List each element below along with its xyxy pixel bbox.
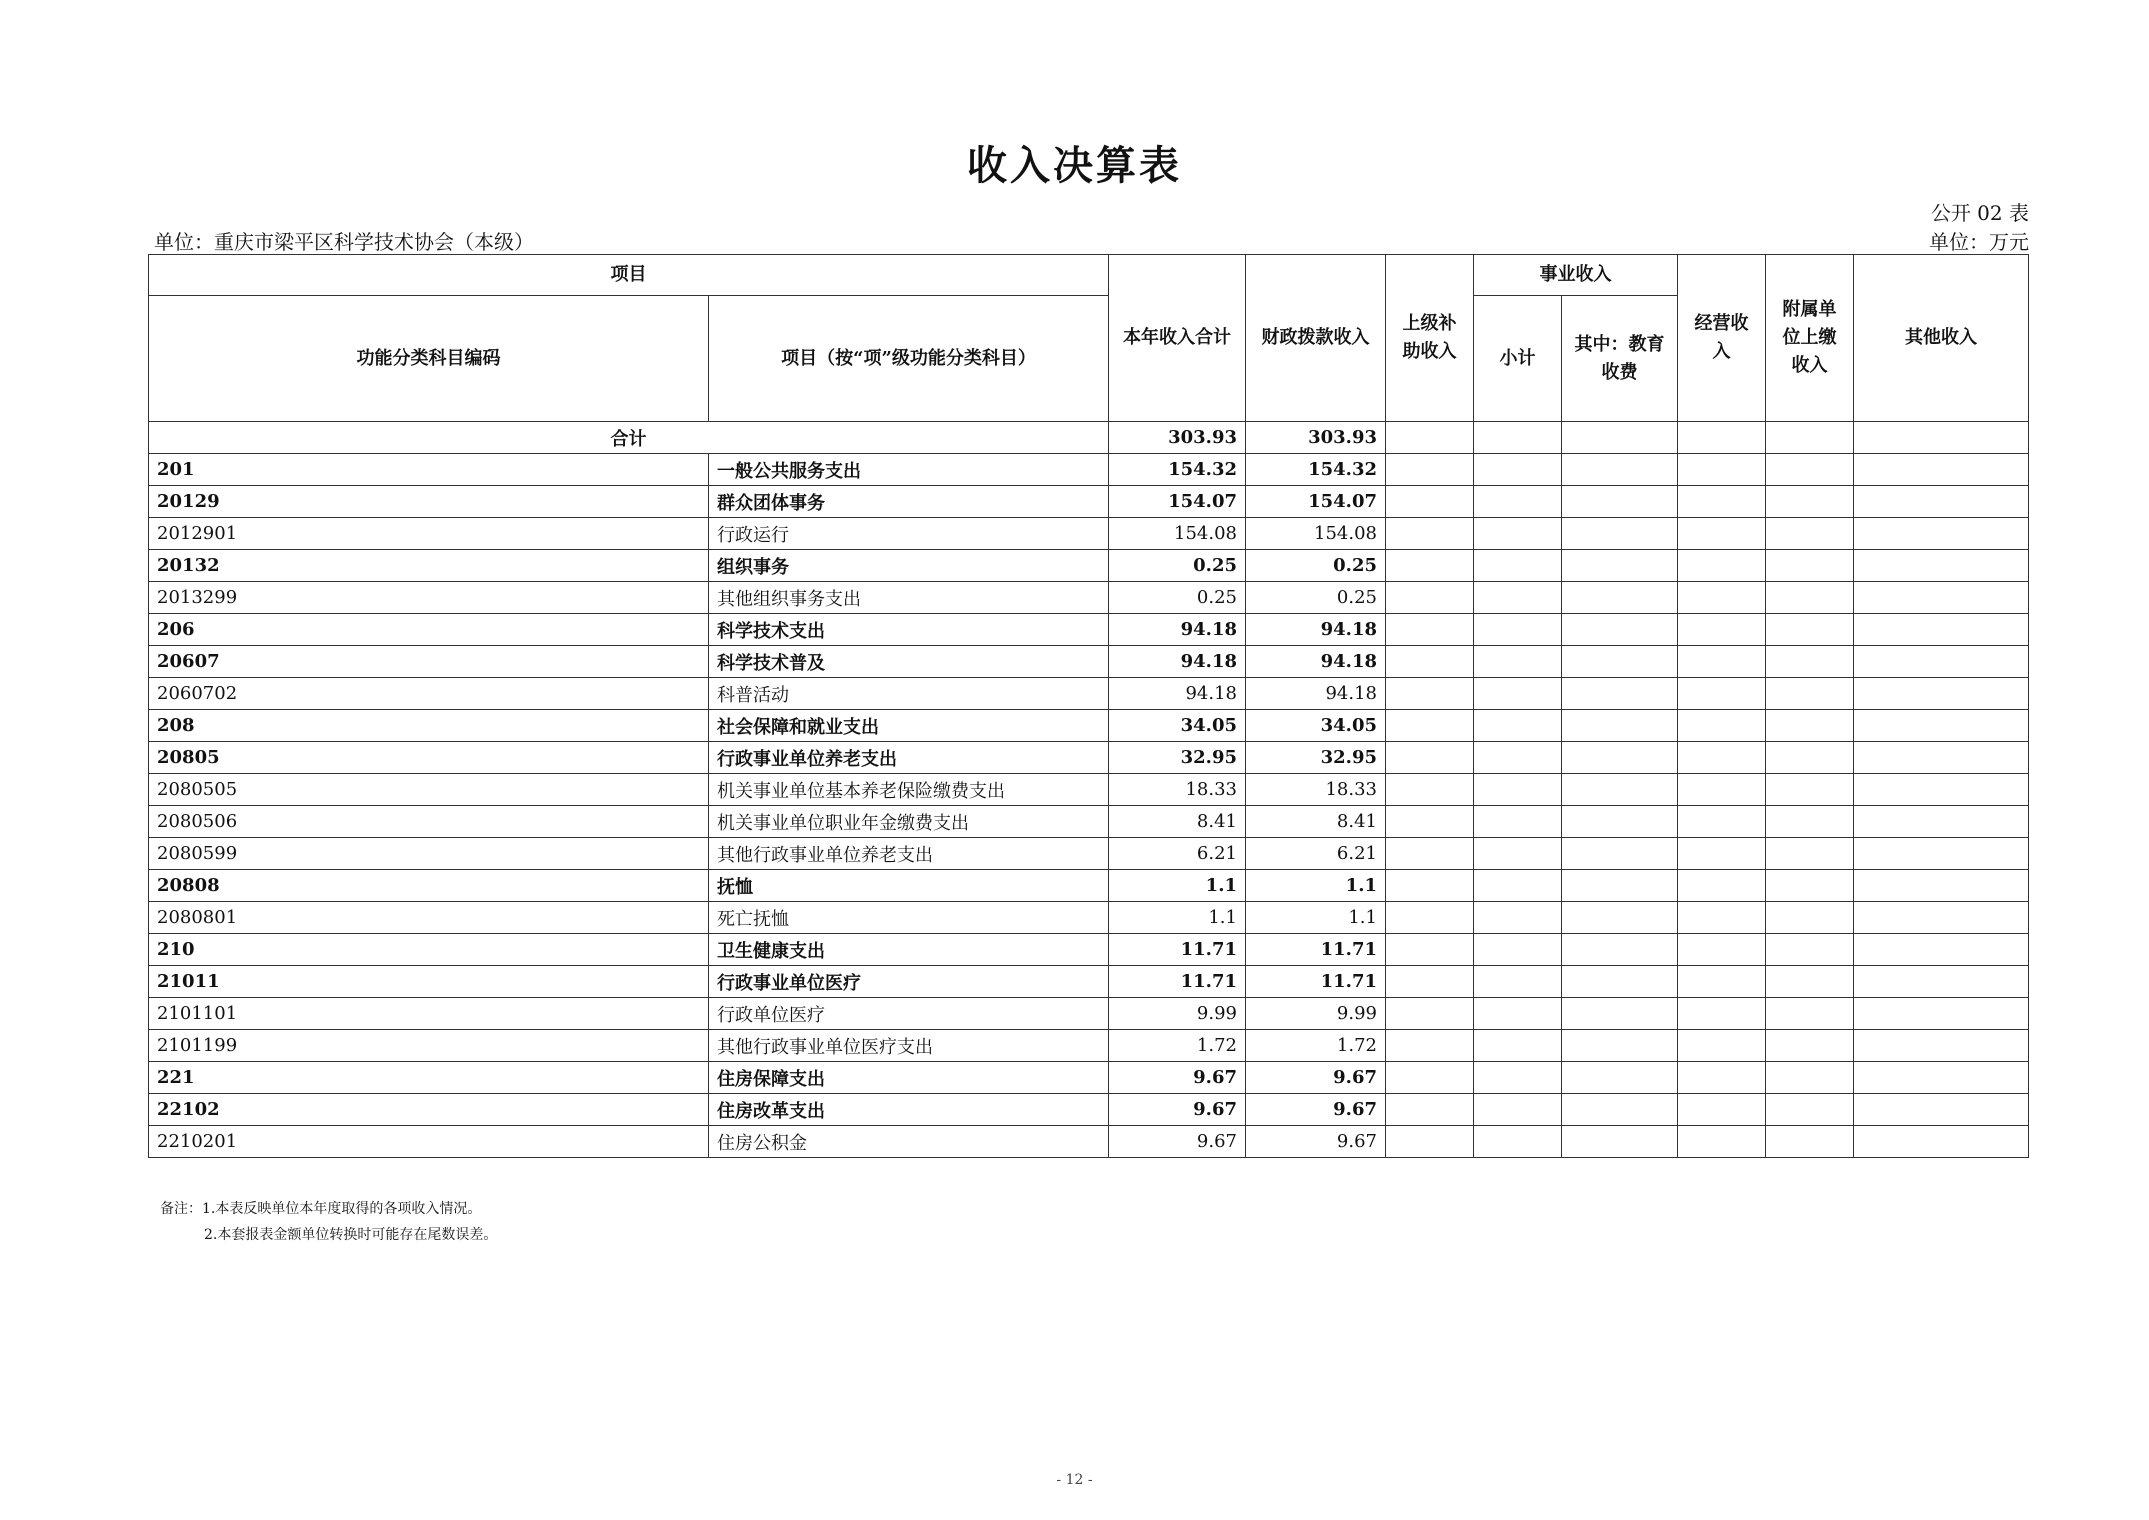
empty-cell <box>1766 742 1854 774</box>
row-code: 2080506 <box>149 806 709 838</box>
empty-cell <box>1854 582 2029 614</box>
empty-cell <box>1766 550 1854 582</box>
row-fiscal-income: 0.25 <box>1246 582 1386 614</box>
empty-cell <box>1386 614 1474 646</box>
empty-cell <box>1854 518 2029 550</box>
row-item-name: 科普活动 <box>709 678 1109 710</box>
empty-cell <box>1386 1030 1474 1062</box>
header-fiscal-income: 财政拨款收入 <box>1246 255 1386 422</box>
empty-cell <box>1854 646 2029 678</box>
note-2: 2.本套报表金额单位转换时可能存在尾数误差。 <box>204 1227 498 1243</box>
table-row <box>149 806 2029 838</box>
empty-cell <box>1474 902 1562 934</box>
empty-cell <box>1562 518 1678 550</box>
empty-cell <box>1678 422 1766 454</box>
empty-cell <box>1562 838 1678 870</box>
empty-cell <box>1474 742 1562 774</box>
row-code: 2080505 <box>149 774 709 806</box>
empty-cell <box>1766 518 1854 550</box>
table-row <box>149 1094 2029 1126</box>
empty-cell <box>1562 582 1678 614</box>
row-code: 20132 <box>149 550 709 582</box>
empty-cell <box>1386 710 1474 742</box>
empty-cell <box>1854 998 2029 1030</box>
row-item-name: 行政事业单位医疗 <box>709 966 1109 998</box>
empty-cell <box>1386 934 1474 966</box>
empty-cell <box>1766 934 1854 966</box>
row-item-name: 群众团体事务 <box>709 486 1109 518</box>
row-fiscal-income: 9.67 <box>1246 1094 1386 1126</box>
empty-cell <box>1474 1030 1562 1062</box>
table-row <box>149 486 2029 518</box>
empty-cell <box>1854 870 2029 902</box>
empty-cell <box>1562 902 1678 934</box>
row-item-name: 其他行政事业单位医疗支出 <box>709 1030 1109 1062</box>
empty-cell <box>1562 934 1678 966</box>
empty-cell <box>1474 678 1562 710</box>
row-fiscal-income: 18.33 <box>1246 774 1386 806</box>
row-item-name: 组织事务 <box>709 550 1109 582</box>
empty-cell <box>1854 934 2029 966</box>
empty-cell <box>1474 582 1562 614</box>
row-item-name: 卫生健康支出 <box>709 934 1109 966</box>
empty-cell <box>1766 1094 1854 1126</box>
income-table <box>148 254 2029 1158</box>
page-number: - 12 - <box>1056 1472 1093 1488</box>
table-row <box>149 742 2029 774</box>
row-fiscal-income: 34.05 <box>1246 710 1386 742</box>
row-code: 208 <box>149 710 709 742</box>
row-fiscal-income: 1.72 <box>1246 1030 1386 1062</box>
row-total-income: 154.08 <box>1109 518 1246 550</box>
reporting-unit: 单位：重庆市梁平区科学技术协会（本级） <box>154 230 534 254</box>
empty-cell <box>1386 582 1474 614</box>
empty-cell <box>1766 774 1854 806</box>
empty-cell <box>1386 998 1474 1030</box>
empty-cell <box>1766 710 1854 742</box>
empty-cell <box>1386 870 1474 902</box>
row-code: 20808 <box>149 870 709 902</box>
row-fiscal-income: 1.1 <box>1246 902 1386 934</box>
empty-cell <box>1766 838 1854 870</box>
empty-cell <box>1678 838 1766 870</box>
table-row <box>149 518 2029 550</box>
empty-cell <box>1386 1094 1474 1126</box>
header-superior-subsidy: 上级补助收入 <box>1386 255 1474 422</box>
table-row <box>149 838 2029 870</box>
empty-cell <box>1562 742 1678 774</box>
empty-cell <box>1678 646 1766 678</box>
row-total-income: 94.18 <box>1109 678 1246 710</box>
empty-cell <box>1386 550 1474 582</box>
empty-cell <box>1854 710 2029 742</box>
row-item-name: 行政事业单位养老支出 <box>709 742 1109 774</box>
empty-cell <box>1386 902 1474 934</box>
empty-cell <box>1678 1062 1766 1094</box>
row-item-name: 一般公共服务支出 <box>709 454 1109 486</box>
table-row <box>149 1030 2029 1062</box>
empty-cell <box>1474 1126 1562 1158</box>
empty-cell <box>1474 806 1562 838</box>
row-total-income: 9.67 <box>1109 1126 1246 1158</box>
empty-cell <box>1562 998 1678 1030</box>
row-total-income: 11.71 <box>1109 934 1246 966</box>
empty-cell <box>1854 774 2029 806</box>
table-row <box>149 1062 2029 1094</box>
row-fiscal-income: 1.1 <box>1246 870 1386 902</box>
row-total-income: 1.1 <box>1109 902 1246 934</box>
empty-cell <box>1562 454 1678 486</box>
empty-cell <box>1562 1062 1678 1094</box>
row-fiscal-income: 11.71 <box>1246 966 1386 998</box>
empty-cell <box>1678 454 1766 486</box>
empty-cell <box>1678 774 1766 806</box>
empty-cell <box>1854 902 2029 934</box>
empty-cell <box>1854 678 2029 710</box>
empty-cell <box>1854 742 2029 774</box>
empty-cell <box>1562 1126 1678 1158</box>
row-item-name: 住房保障支出 <box>709 1062 1109 1094</box>
empty-cell <box>1854 486 2029 518</box>
empty-cell <box>1474 998 1562 1030</box>
currency-unit: 单位：万元 <box>1929 230 2029 254</box>
total-row <box>149 422 2029 454</box>
row-code: 2080801 <box>149 902 709 934</box>
empty-cell <box>1766 966 1854 998</box>
row-code: 2012901 <box>149 518 709 550</box>
row-total-income: 9.67 <box>1109 1062 1246 1094</box>
empty-cell <box>1562 806 1678 838</box>
empty-cell <box>1766 646 1854 678</box>
row-item-name: 科学技术支出 <box>709 614 1109 646</box>
empty-cell <box>1386 486 1474 518</box>
row-item-name: 其他组织事务支出 <box>709 582 1109 614</box>
row-code: 2060702 <box>149 678 709 710</box>
empty-cell <box>1474 422 1562 454</box>
row-code: 201 <box>149 454 709 486</box>
empty-cell <box>1678 934 1766 966</box>
empty-cell <box>1474 646 1562 678</box>
row-code: 20607 <box>149 646 709 678</box>
empty-cell <box>1474 454 1562 486</box>
empty-cell <box>1678 1030 1766 1062</box>
empty-cell <box>1386 518 1474 550</box>
row-code: 22102 <box>149 1094 709 1126</box>
table-row <box>149 934 2029 966</box>
empty-cell <box>1474 934 1562 966</box>
row-fiscal-income: 8.41 <box>1246 806 1386 838</box>
row-item-name: 抚恤 <box>709 870 1109 902</box>
empty-cell <box>1854 1062 2029 1094</box>
empty-cell <box>1766 998 1854 1030</box>
empty-cell <box>1562 1094 1678 1126</box>
empty-cell <box>1474 1062 1562 1094</box>
empty-cell <box>1386 1062 1474 1094</box>
row-total-income: 6.21 <box>1109 838 1246 870</box>
empty-cell <box>1854 550 2029 582</box>
empty-cell <box>1474 966 1562 998</box>
empty-cell <box>1386 774 1474 806</box>
table-row <box>149 902 2029 934</box>
empty-cell <box>1854 454 2029 486</box>
empty-cell <box>1766 422 1854 454</box>
empty-cell <box>1678 742 1766 774</box>
row-code: 2210201 <box>149 1126 709 1158</box>
row-item-name: 行政单位医疗 <box>709 998 1109 1030</box>
empty-cell <box>1474 710 1562 742</box>
row-fiscal-income: 94.18 <box>1246 646 1386 678</box>
row-fiscal-income: 9.99 <box>1246 998 1386 1030</box>
empty-cell <box>1766 614 1854 646</box>
table-row <box>149 582 2029 614</box>
empty-cell <box>1678 1094 1766 1126</box>
empty-cell <box>1386 742 1474 774</box>
row-total-income: 0.25 <box>1109 582 1246 614</box>
total-fiscal-value: 303.93 <box>1246 422 1386 454</box>
row-total-income: 32.95 <box>1109 742 1246 774</box>
row-code: 221 <box>149 1062 709 1094</box>
empty-cell <box>1678 870 1766 902</box>
empty-cell <box>1766 678 1854 710</box>
empty-cell <box>1766 1062 1854 1094</box>
row-item-name: 死亡抚恤 <box>709 902 1109 934</box>
header-subtotal: 小计 <box>1474 296 1562 422</box>
row-item-name: 机关事业单位职业年金缴费支出 <box>709 806 1109 838</box>
empty-cell <box>1854 838 2029 870</box>
row-total-income: 8.41 <box>1109 806 1246 838</box>
table-row <box>149 646 2029 678</box>
header-other-income: 其他收入 <box>1854 255 2029 422</box>
row-fiscal-income: 94.18 <box>1246 678 1386 710</box>
row-total-income: 18.33 <box>1109 774 1246 806</box>
row-code: 2101199 <box>149 1030 709 1062</box>
empty-cell <box>1474 550 1562 582</box>
empty-cell <box>1678 550 1766 582</box>
total-label: 合计 <box>149 422 1109 454</box>
empty-cell <box>1766 486 1854 518</box>
empty-cell <box>1766 902 1854 934</box>
table-row <box>149 1126 2029 1158</box>
row-item-name: 住房改革支出 <box>709 1094 1109 1126</box>
row-fiscal-income: 0.25 <box>1246 550 1386 582</box>
row-fiscal-income: 9.67 <box>1246 1126 1386 1158</box>
empty-cell <box>1562 774 1678 806</box>
row-total-income: 34.05 <box>1109 710 1246 742</box>
row-code: 206 <box>149 614 709 646</box>
notes <box>160 1196 497 1248</box>
empty-cell <box>1386 966 1474 998</box>
empty-cell <box>1562 1030 1678 1062</box>
row-fiscal-income: 154.32 <box>1246 454 1386 486</box>
row-fiscal-income: 154.08 <box>1246 518 1386 550</box>
row-total-income: 94.18 <box>1109 646 1246 678</box>
header-total-income: 本年收入合计 <box>1109 255 1246 422</box>
page-title: 收入决算表 <box>967 142 1182 189</box>
table-row <box>149 870 2029 902</box>
row-total-income: 94.18 <box>1109 614 1246 646</box>
row-item-name: 科学技术普及 <box>709 646 1109 678</box>
header-education-fee: 其中：教育收费 <box>1562 296 1678 422</box>
header-business-income: 事业收入 <box>1474 255 1678 296</box>
row-code: 20129 <box>149 486 709 518</box>
empty-cell <box>1562 614 1678 646</box>
empty-cell <box>1854 1030 2029 1062</box>
empty-cell <box>1678 1126 1766 1158</box>
row-code: 21011 <box>149 966 709 998</box>
empty-cell <box>1678 710 1766 742</box>
row-item-name: 住房公积金 <box>709 1126 1109 1158</box>
row-fiscal-income: 9.67 <box>1246 1062 1386 1094</box>
table-row <box>149 550 2029 582</box>
empty-cell <box>1474 870 1562 902</box>
empty-cell <box>1474 838 1562 870</box>
empty-cell <box>1562 486 1678 518</box>
empty-cell <box>1854 422 2029 454</box>
empty-cell <box>1562 678 1678 710</box>
empty-cell <box>1386 678 1474 710</box>
empty-cell <box>1386 646 1474 678</box>
empty-cell <box>1678 614 1766 646</box>
row-total-income: 11.71 <box>1109 966 1246 998</box>
row-code: 20805 <box>149 742 709 774</box>
empty-cell <box>1678 518 1766 550</box>
empty-cell <box>1678 806 1766 838</box>
row-total-income: 154.32 <box>1109 454 1246 486</box>
row-fiscal-income: 6.21 <box>1246 838 1386 870</box>
table-row <box>149 998 2029 1030</box>
empty-cell <box>1386 838 1474 870</box>
total-income-value: 303.93 <box>1109 422 1246 454</box>
empty-cell <box>1678 966 1766 998</box>
form-number: 公开 02 表 <box>1930 201 2029 225</box>
table-row <box>149 966 2029 998</box>
empty-cell <box>1474 614 1562 646</box>
row-code: 2101101 <box>149 998 709 1030</box>
empty-cell <box>1766 806 1854 838</box>
row-code: 2080599 <box>149 838 709 870</box>
empty-cell <box>1386 1126 1474 1158</box>
header-item: 项目（按“项”级功能分类科目） <box>709 296 1109 422</box>
empty-cell <box>1474 518 1562 550</box>
row-fiscal-income: 94.18 <box>1246 614 1386 646</box>
empty-cell <box>1562 422 1678 454</box>
row-total-income: 0.25 <box>1109 550 1246 582</box>
empty-cell <box>1766 582 1854 614</box>
table-row <box>149 614 2029 646</box>
empty-cell <box>1678 678 1766 710</box>
empty-cell <box>1766 454 1854 486</box>
empty-cell <box>1474 1094 1562 1126</box>
empty-cell <box>1854 1094 2029 1126</box>
empty-cell <box>1766 870 1854 902</box>
row-item-name: 行政运行 <box>709 518 1109 550</box>
empty-cell <box>1562 646 1678 678</box>
empty-cell <box>1474 774 1562 806</box>
header-affiliated-income: 附属单位上缴收入 <box>1766 255 1854 422</box>
row-fiscal-income: 154.07 <box>1246 486 1386 518</box>
empty-cell <box>1678 998 1766 1030</box>
row-item-name: 其他行政事业单位养老支出 <box>709 838 1109 870</box>
row-total-income: 1.72 <box>1109 1030 1246 1062</box>
row-total-income: 9.67 <box>1109 1094 1246 1126</box>
note-1: 备注：1.本表反映单位本年度取得的各项收入情况。 <box>160 1201 482 1217</box>
empty-cell <box>1854 614 2029 646</box>
empty-cell <box>1562 870 1678 902</box>
empty-cell <box>1854 1126 2029 1158</box>
header-operating-income: 经营收入 <box>1678 255 1766 422</box>
table-row <box>149 454 2029 486</box>
header-project: 项目 <box>149 255 1109 296</box>
empty-cell <box>1562 550 1678 582</box>
table-row <box>149 678 2029 710</box>
table-row <box>149 710 2029 742</box>
empty-cell <box>1766 1030 1854 1062</box>
empty-cell <box>1678 582 1766 614</box>
empty-cell <box>1474 486 1562 518</box>
row-item-name: 社会保障和就业支出 <box>709 710 1109 742</box>
row-fiscal-income: 32.95 <box>1246 742 1386 774</box>
empty-cell <box>1386 422 1474 454</box>
header-code: 功能分类科目编码 <box>149 296 709 422</box>
row-total-income: 9.99 <box>1109 998 1246 1030</box>
row-total-income: 154.07 <box>1109 486 1246 518</box>
empty-cell <box>1562 710 1678 742</box>
empty-cell <box>1854 966 2029 998</box>
empty-cell <box>1854 806 2029 838</box>
row-item-name: 机关事业单位基本养老保险缴费支出 <box>709 774 1109 806</box>
row-code: 2013299 <box>149 582 709 614</box>
empty-cell <box>1766 1126 1854 1158</box>
empty-cell <box>1386 806 1474 838</box>
empty-cell <box>1678 902 1766 934</box>
row-code: 210 <box>149 934 709 966</box>
empty-cell <box>1678 486 1766 518</box>
empty-cell <box>1562 966 1678 998</box>
empty-cell <box>1386 454 1474 486</box>
table-row <box>149 774 2029 806</box>
row-fiscal-income: 11.71 <box>1246 934 1386 966</box>
row-total-income: 1.1 <box>1109 870 1246 902</box>
